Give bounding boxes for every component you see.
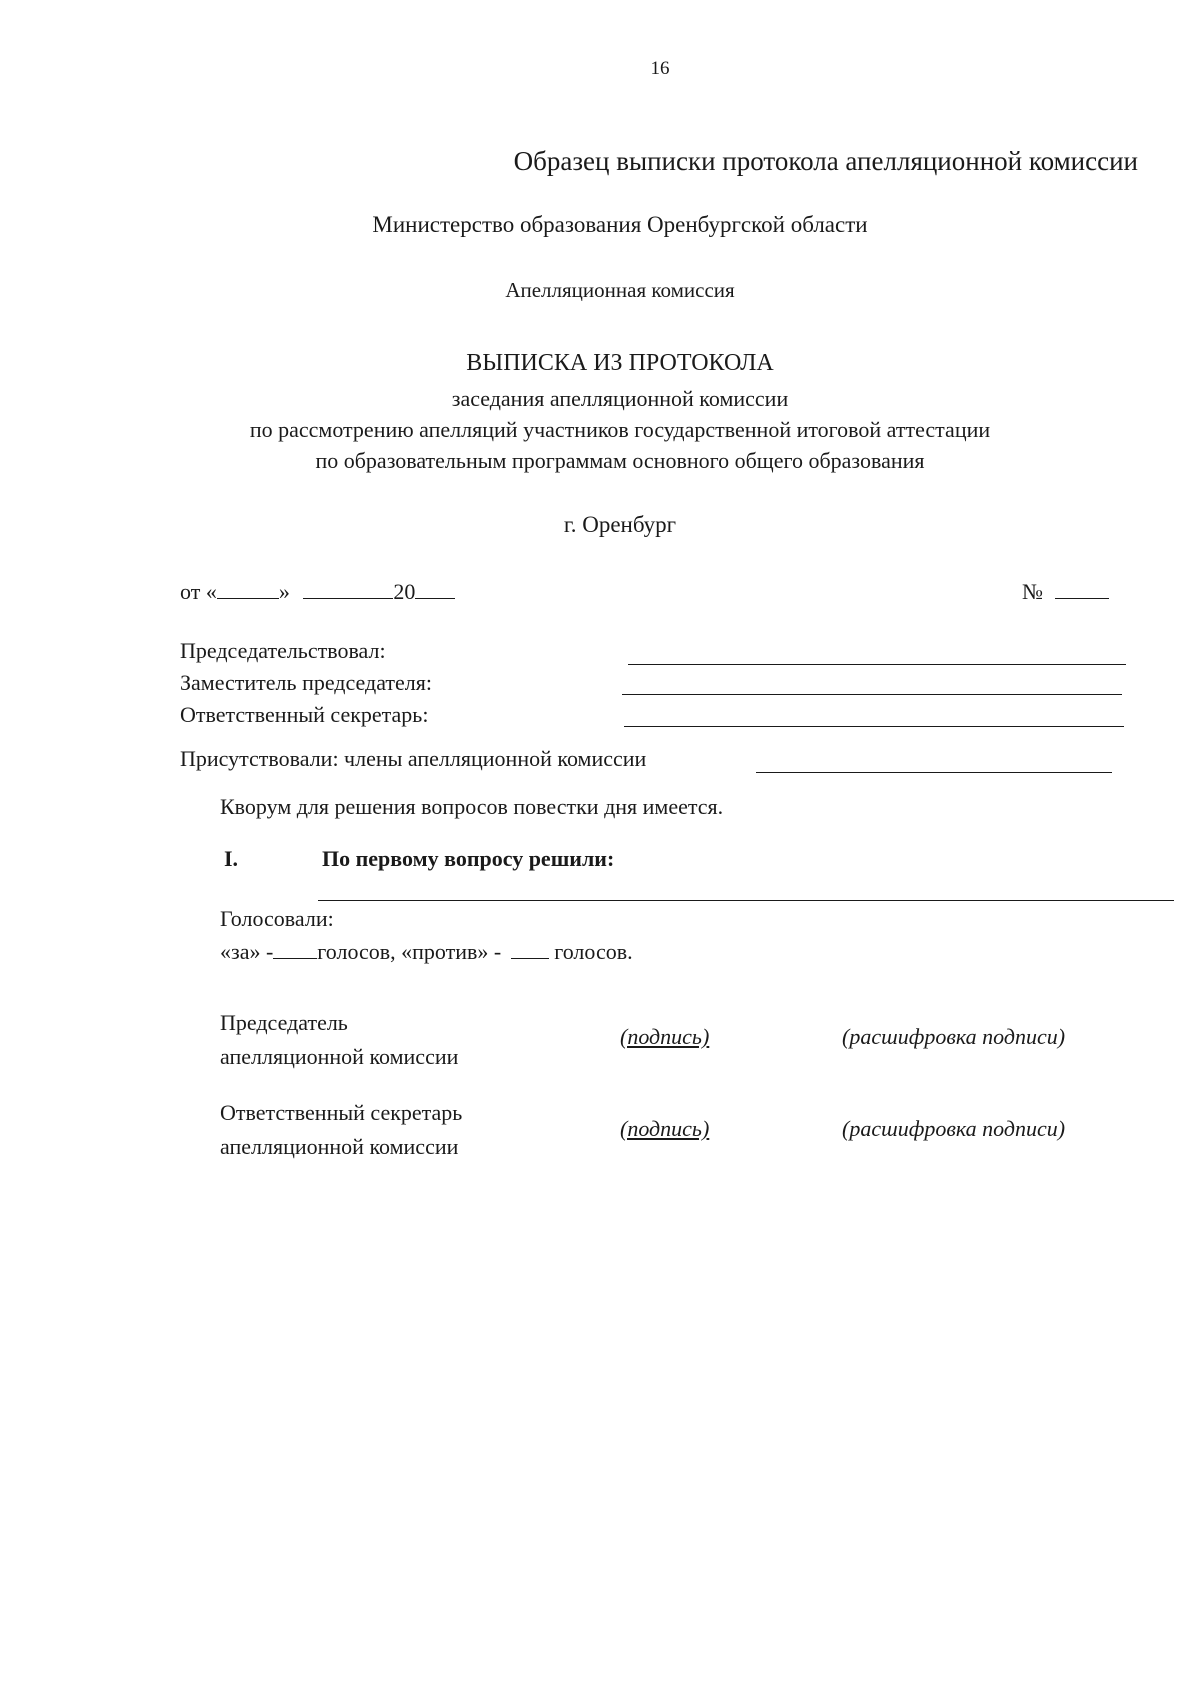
votes-for-prefix: «за» -: [220, 939, 274, 964]
votes-against-suffix: голосов.: [554, 939, 633, 964]
date-prefix: от «: [180, 579, 217, 604]
signature-transcript-placeholder: (расшифровка подписи): [842, 1024, 1066, 1049]
signature-role-line-1: Председатель: [220, 1010, 348, 1035]
protocol-number-blank: [1055, 576, 1109, 599]
city: г. Оренбург: [563, 512, 677, 537]
signature-role-line-2: апелляционной комиссии: [220, 1134, 459, 1159]
secretary-blank: [624, 726, 1124, 727]
signature-placeholder: (подпись): [620, 1024, 710, 1049]
signature-role-line-2: апелляционной комиссии: [220, 1044, 459, 1069]
date-month-blank: [303, 576, 393, 599]
ministry-name: Министерство образования Оренбургской области: [372, 212, 868, 237]
votes-for-blank: [273, 936, 317, 959]
chaired-label: Председательствовал:: [180, 638, 386, 663]
voted-label: Голосовали:: [220, 906, 334, 931]
date-year-prefix: 20: [393, 579, 416, 604]
date-field: [180, 576, 455, 605]
signature-placeholder: (подпись): [620, 1116, 710, 1141]
signature-block-secretary: [220, 1096, 462, 1164]
date-quote-close: »: [278, 579, 290, 604]
deputy-chair-blank: [622, 694, 1122, 695]
protocol-subtitle-line-3: по образовательным программам основного общего образования: [315, 448, 925, 473]
commission-name: Апелляционная комиссия: [505, 278, 735, 302]
protocol-subtitle-line-1: заседания апелляционной комиссии: [451, 386, 789, 411]
vote-count-line: [220, 936, 633, 965]
chaired-blank: [628, 664, 1126, 665]
votes-against-blank: [511, 936, 549, 959]
decision-blank: [318, 900, 1174, 901]
deputy-chair-label: Заместитель председателя:: [180, 670, 432, 695]
quorum-statement: Кворум для решения вопросов повестки дня имеется.: [220, 794, 724, 819]
protocol-number-field: [1022, 576, 1109, 605]
number-sign: №: [1022, 579, 1043, 604]
document-heading: Образец выписки протокола апелляционной комиссии: [513, 146, 1138, 176]
date-day-blank: [217, 576, 279, 599]
signature-role-line-1: Ответственный секретарь: [220, 1100, 463, 1125]
signature-transcript-placeholder: (расшифровка подписи): [842, 1116, 1066, 1141]
question-title: По первому вопросу решили:: [322, 846, 615, 871]
protocol-title: ВЫПИСКА ИЗ ПРОТОКОЛА: [466, 350, 774, 376]
present-members-blank: [756, 772, 1112, 773]
votes-for-suffix: голосов, «против» -: [317, 939, 502, 964]
question-number: I.: [224, 846, 239, 871]
protocol-subtitle-line-2: по рассмотрению апелляций участников государственной итоговой аттестации: [249, 417, 991, 442]
present-members-label: Присутствовали: члены апелляционной комиссии: [180, 746, 647, 771]
date-year-blank: [415, 576, 455, 599]
secretary-label: Ответственный секретарь:: [180, 702, 429, 727]
signature-block-chair: [220, 1006, 458, 1074]
page-number: 16: [650, 58, 670, 79]
